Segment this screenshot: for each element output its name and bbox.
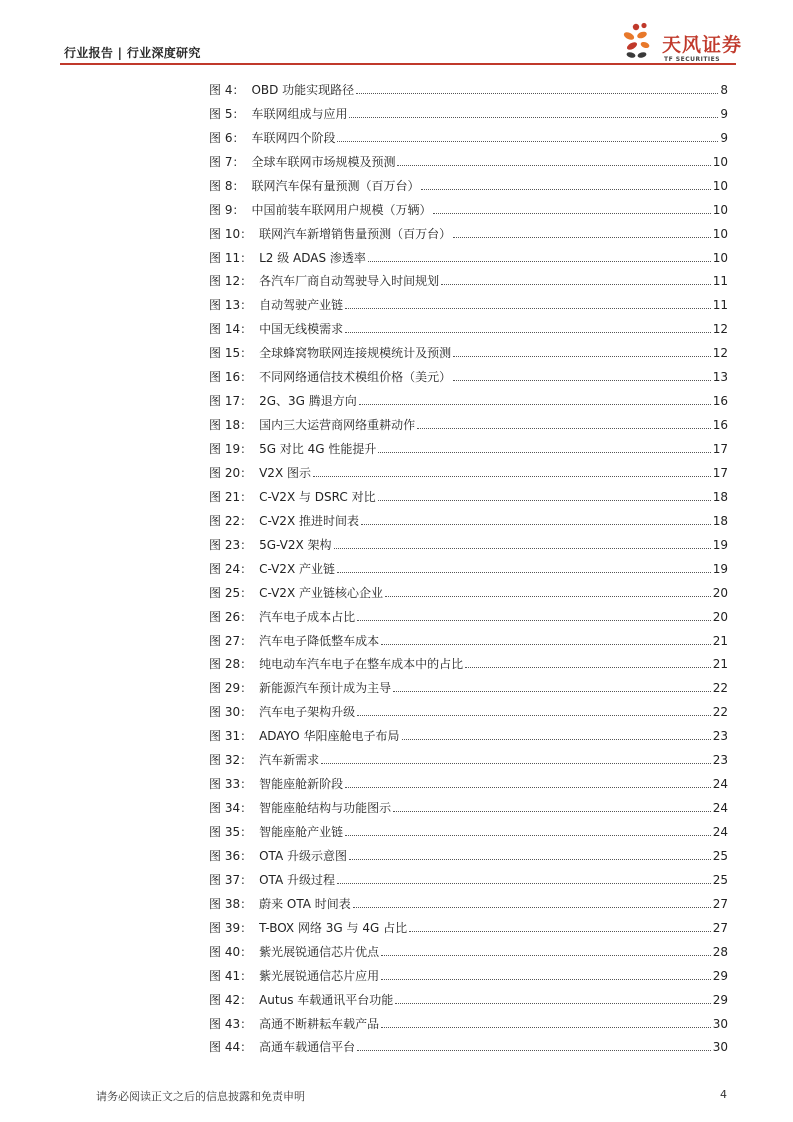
toc-figure-number: 图 8： [209, 178, 245, 193]
toc-page-number: 24 [712, 777, 728, 792]
toc-entry[interactable] [209, 984, 728, 1008]
toc-dot-leader [337, 572, 711, 573]
toc-figure-title: 全球车联网市场规模及预测 [251, 154, 396, 169]
toc-dot-leader [397, 165, 710, 166]
toc-page-number: 19 [712, 537, 728, 552]
toc-dot-leader [453, 356, 711, 357]
toc-dot-leader [395, 1003, 710, 1004]
toc-entry[interactable] [209, 361, 728, 385]
toc-figure-number: 图 32： [209, 753, 253, 768]
toc-entry[interactable] [209, 218, 728, 242]
toc-dot-leader [357, 1050, 711, 1051]
toc-dot-leader [378, 500, 711, 501]
toc-page-number: 27 [712, 896, 728, 911]
toc-figure-number: 图 37： [209, 872, 253, 887]
toc-figure-number: 图 5： [209, 106, 245, 121]
toc-figure-title: 紫光展锐通信芯片优点 [259, 944, 380, 959]
toc-page-number: 29 [712, 968, 728, 983]
page-number: 4 [720, 1088, 727, 1101]
toc-dot-leader [381, 979, 711, 980]
toc-entry[interactable] [209, 720, 728, 744]
toc-figure-number: 图 15： [209, 346, 253, 361]
toc-entry[interactable] [209, 146, 728, 170]
toc-figure-number: 图 24： [209, 561, 253, 576]
toc-page-number: 10 [712, 226, 728, 241]
toc-dot-leader [368, 261, 711, 262]
toc-page-number: 23 [712, 753, 728, 768]
toc-figure-title: 全球蜂窝物联网连接规模统计及预测 [259, 346, 452, 361]
toc-figure-title: 汽车新需求 [259, 753, 320, 768]
toc-entry[interactable] [209, 457, 728, 481]
toc-page-number: 20 [712, 609, 728, 624]
toc-page-number: 16 [712, 418, 728, 433]
toc-entry[interactable] [209, 912, 728, 936]
toc-dot-leader [409, 931, 711, 932]
toc-figure-number: 图 38： [209, 896, 253, 911]
toc-page-number: 12 [712, 322, 728, 337]
toc-figure-number: 图 12： [209, 274, 253, 289]
report-category: 行业报告 | 行业深度研究 [64, 46, 201, 60]
toc-figure-title: 汽车电子成本占比 [259, 609, 356, 624]
toc-page-number: 9 [720, 130, 728, 145]
toc-page-number: 17 [712, 442, 728, 456]
toc-page-number: 30 [712, 1016, 728, 1031]
toc-figure-number: 图 34： [209, 801, 253, 816]
toc-figure-number: 图 27： [209, 633, 253, 648]
toc-figure-title: 中国无线模需求 [259, 322, 344, 337]
brand-logo-text: 天风证券 [662, 34, 743, 56]
toc-page-number: 16 [712, 394, 728, 409]
toc-figure-number: 图 7： [209, 154, 245, 169]
toc-page-number: 20 [712, 585, 728, 600]
toc-entry[interactable] [209, 768, 728, 792]
toc-entry[interactable] [209, 122, 728, 146]
toc-figure-title: 自动驾驶产业链 [259, 298, 344, 313]
toc-page-number: 30 [712, 1040, 728, 1055]
toc-figure-title: 纯电动车汽车电子在整车成本中的占比 [259, 657, 464, 672]
toc-figure-title: 智能座舱结构与功能图示 [259, 801, 392, 816]
toc-page-number: 10 [712, 178, 728, 193]
toc-figure-title: OTA 升级示意图 [259, 848, 347, 863]
toc-figure-title: 联网汽车新增销售量预测（百万台） [259, 226, 452, 241]
toc-entry[interactable] [209, 481, 728, 505]
toc-page-number: 23 [712, 729, 728, 744]
toc-entry[interactable] [209, 1008, 728, 1032]
toc-dot-leader [402, 739, 711, 740]
toc-page-number: 21 [712, 633, 728, 648]
toc-dot-leader [321, 763, 711, 764]
toc-dot-leader [345, 308, 711, 309]
toc-page-number: 18 [712, 489, 728, 504]
toc-dot-leader [433, 213, 710, 214]
toc-entry[interactable] [209, 313, 728, 337]
toc-entry[interactable] [209, 289, 728, 313]
toc-figure-number: 图 6： [209, 130, 245, 145]
toc-dot-leader [393, 811, 711, 812]
toc-entry[interactable] [209, 242, 728, 266]
toc-figure-number: 图 33： [209, 777, 253, 792]
toc-entry[interactable] [209, 98, 728, 122]
toc-figure-title: C-V2X 与 DSRC 对比 [259, 489, 376, 504]
toc-figure-title: 不同网络通信技术模组价格（美元） [259, 370, 452, 385]
toc-figure-title: 高通不断耕耘车载产品 [259, 1016, 380, 1031]
toc-page-number: 19 [712, 561, 728, 576]
toc-figure-title: V2X 图示 [259, 465, 311, 480]
toc-figure-title: 紫光展锐通信芯片应用 [259, 968, 380, 983]
toc-figure-title: 2G、3G 腾退方向 [259, 394, 357, 409]
toc-dot-leader [361, 524, 711, 525]
toc-dot-leader [345, 787, 711, 788]
toc-entry[interactable] [209, 194, 728, 218]
toc-page-number: 24 [712, 825, 728, 839]
toc-page-number: 11 [712, 274, 728, 289]
toc-entry[interactable] [209, 960, 728, 984]
toc-figure-title: T-BOX 网络 3G 与 4G 占比 [259, 920, 408, 935]
header-divider [60, 63, 736, 65]
toc-dot-leader [349, 117, 718, 118]
toc-figure-title: ADAYO 华阳座舱电子布局 [259, 729, 400, 744]
toc-page-number: 28 [712, 944, 728, 959]
toc-page-number: 22 [712, 681, 728, 696]
toc-page-number: 12 [712, 346, 728, 361]
toc-figure-title: 新能源汽车预计成为主导 [259, 681, 392, 696]
toc-figure-title: 联网汽车保有量预测（百万台） [251, 178, 420, 193]
toc-page-number: 8 [720, 82, 728, 97]
toc-figure-title: 车联网组成与应用 [251, 106, 348, 121]
toc-dot-leader [453, 237, 711, 238]
toc-entry[interactable] [209, 337, 728, 361]
toc-figure-title: 汽车电子降低整车成本 [259, 633, 380, 648]
toc-dot-leader [393, 691, 711, 692]
toc-figure-number: 图 40： [209, 944, 253, 959]
toc-dot-leader [337, 883, 711, 884]
toc-dot-leader [356, 93, 718, 94]
toc-figure-number: 图 31： [209, 729, 253, 744]
toc-figure-number: 图 17： [209, 394, 253, 409]
toc-page-number: 17 [712, 465, 728, 480]
toc-figure-number: 图 30： [209, 705, 253, 720]
toc-figure-title: 国内三大运营商网络重耕动作 [259, 418, 416, 433]
toc-page-number: 9 [720, 106, 728, 121]
footer-disclaimer: 请务必阅读正文之后的信息披露和免责申明 [96, 1090, 305, 1103]
toc-figure-number: 图 13： [209, 298, 253, 313]
toc-page-number: 10 [712, 202, 728, 217]
toc-figure-title: Autus 车载通讯平台功能 [259, 992, 394, 1007]
toc-figure-title: 汽车电子架构升级 [259, 705, 356, 720]
toc-figure-number: 图 36： [209, 848, 253, 863]
toc-figure-title: 车联网四个阶段 [251, 130, 336, 145]
toc-dot-leader [353, 907, 711, 908]
toc-figure-title: C-V2X 产业链核心企业 [259, 585, 383, 600]
toc-entry[interactable] [209, 577, 728, 601]
toc-figure-title: 5G-V2X 架构 [259, 537, 332, 552]
toc-dot-leader [453, 380, 711, 381]
toc-figure-title: 中国前装车联网用户规模（万辆） [251, 202, 432, 217]
toc-page-number: 18 [712, 513, 728, 528]
toc-entry[interactable] [209, 840, 728, 864]
toc-figure-number: 图 39： [209, 920, 253, 935]
toc-entry[interactable] [209, 792, 728, 816]
toc-page-number: 22 [712, 705, 728, 720]
toc-figure-number: 图 43： [209, 1016, 253, 1031]
toc-figure-title: 高通车载通信平台 [259, 1040, 356, 1055]
toc-figure-number: 图 20： [209, 465, 253, 480]
toc-figure-number: 图 26： [209, 609, 253, 624]
toc-entry[interactable] [209, 625, 728, 649]
toc-page-number: 13 [712, 370, 728, 385]
toc-entry[interactable] [209, 553, 728, 577]
toc-entry[interactable] [209, 433, 728, 457]
toc-page-number: 29 [712, 992, 728, 1007]
toc-figure-number: 图 11： [209, 250, 253, 265]
toc-dot-leader [337, 141, 718, 142]
toc-dot-leader [357, 715, 711, 716]
toc-dot-leader [421, 189, 710, 190]
toc-figure-number: 图 42： [209, 992, 253, 1007]
toc-figure-title: 5G 对比 4G 性能提升 [259, 442, 377, 456]
brand-logo-mark-icon [622, 22, 658, 62]
toc-dot-leader [345, 332, 711, 333]
toc-page-number: 11 [712, 298, 728, 313]
toc-page-number: 24 [712, 801, 728, 816]
toc-entry[interactable] [209, 816, 728, 840]
toc-entry[interactable] [209, 936, 728, 960]
toc-entry[interactable] [209, 409, 728, 433]
toc-dot-leader [465, 667, 711, 668]
figure-index [209, 74, 728, 1055]
toc-figure-number: 图 18： [209, 418, 253, 433]
toc-figure-title: 智能座舱产业链 [259, 825, 344, 839]
toc-figure-title: 各汽车厂商自动驾驶导入时间规划 [259, 274, 440, 289]
brand-logo-subtext: TF SECURITIES [664, 56, 721, 63]
toc-figure-number: 图 21： [209, 489, 253, 504]
toc-figure-number: 图 14： [209, 322, 253, 337]
toc-dot-leader [334, 548, 711, 549]
toc-dot-leader [441, 284, 711, 285]
toc-entry[interactable] [209, 74, 728, 98]
toc-dot-leader [381, 955, 711, 956]
toc-figure-number: 图 16： [209, 370, 253, 385]
toc-page-number: 21 [712, 657, 728, 672]
toc-dot-leader [385, 596, 711, 597]
toc-figure-title: C-V2X 推进时间表 [259, 513, 359, 528]
toc-entry[interactable] [209, 529, 728, 553]
toc-dot-leader [417, 428, 711, 429]
toc-figure-number: 图 28： [209, 657, 253, 672]
toc-dot-leader [345, 835, 711, 836]
toc-figure-title: 智能座舱新阶段 [259, 777, 344, 792]
toc-entry[interactable] [209, 505, 728, 529]
toc-figure-title: OTA 升级过程 [259, 872, 335, 887]
toc-page-number: 25 [712, 872, 728, 887]
toc-dot-leader [381, 644, 711, 645]
toc-entry[interactable] [209, 385, 728, 409]
toc-figure-title: 蔚来 OTA 时间表 [259, 896, 351, 911]
toc-entry[interactable] [209, 1032, 728, 1056]
toc-figure-title: OBD 功能实现路径 [251, 82, 355, 97]
toc-entry[interactable] [209, 672, 728, 696]
toc-entry[interactable] [209, 888, 728, 912]
toc-dot-leader [378, 452, 710, 453]
toc-figure-number: 图 41： [209, 968, 253, 983]
toc-dot-leader [349, 859, 711, 860]
toc-figure-number: 图 9： [209, 202, 245, 217]
toc-figure-title: C-V2X 产业链 [259, 561, 335, 576]
toc-figure-number: 图 10： [209, 226, 253, 241]
toc-entry[interactable] [209, 601, 728, 625]
toc-figure-number: 图 29： [209, 681, 253, 696]
toc-figure-number: 图 25： [209, 585, 253, 600]
toc-figure-title: L2 级 ADAS 渗透率 [259, 250, 366, 265]
toc-figure-number: 图 4： [209, 82, 245, 97]
toc-figure-number: 图 23： [209, 537, 253, 552]
toc-dot-leader [357, 620, 711, 621]
toc-page-number: 10 [712, 154, 728, 169]
toc-entry[interactable] [209, 266, 728, 290]
toc-page-number: 27 [712, 920, 728, 935]
toc-figure-number: 图 35： [209, 825, 253, 839]
toc-entry[interactable] [209, 170, 728, 194]
toc-figure-number: 图 44： [209, 1040, 253, 1055]
toc-page-number: 10 [712, 250, 728, 265]
toc-dot-leader [381, 1027, 711, 1028]
brand-logo [622, 20, 742, 68]
toc-page-number: 25 [712, 848, 728, 863]
toc-entry[interactable] [209, 744, 728, 768]
toc-dot-leader [359, 404, 711, 405]
toc-entry[interactable] [209, 649, 728, 673]
toc-entry[interactable] [209, 696, 728, 720]
toc-figure-number: 图 19： [209, 442, 253, 456]
toc-figure-number: 图 22： [209, 513, 253, 528]
toc-entry[interactable] [209, 864, 728, 888]
toc-dot-leader [313, 476, 711, 477]
